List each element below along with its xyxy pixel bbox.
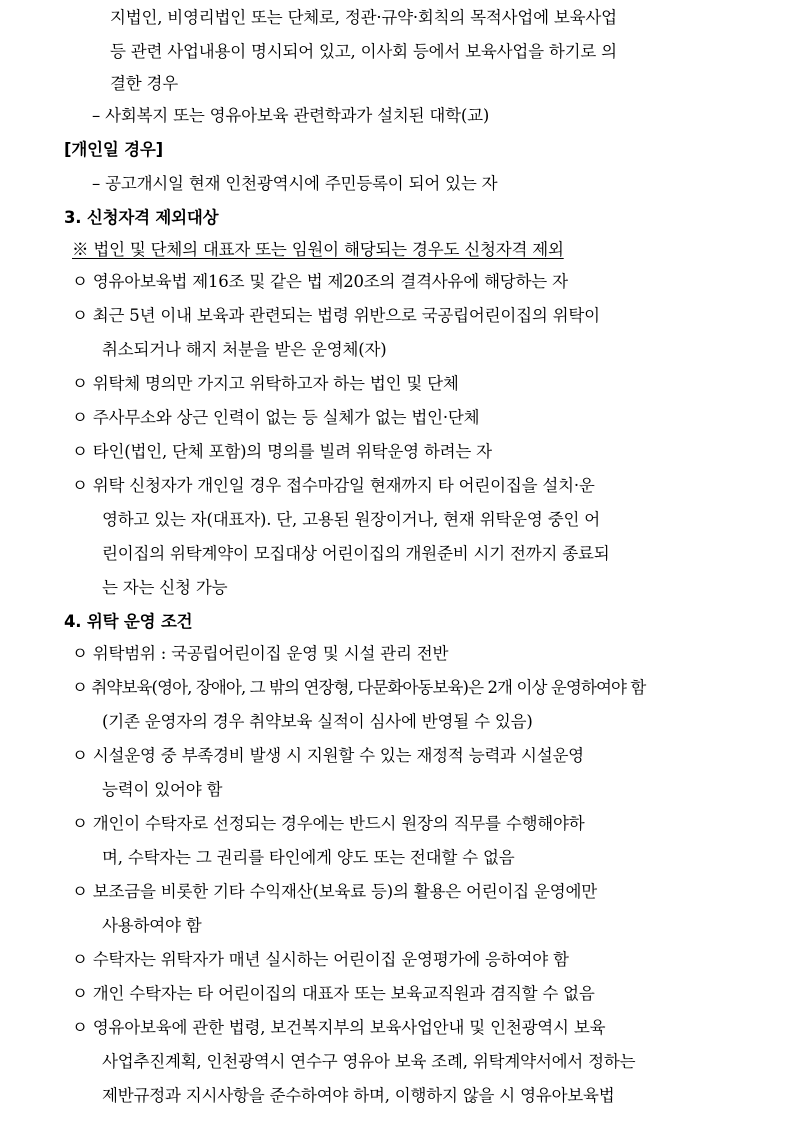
- text-line: – 공고개시일 현재 인천광역시에 주민등록이 되어 있는 자: [92, 174, 498, 193]
- text-line: 영하고 있는 자(대표자). 단, 고용된 원장이거나, 현재 위탁운영 중인 어: [102, 510, 600, 529]
- bullet-item: ㅇ 주사무소와 상근 인력이 없는 등 실체가 없는 법인·단체: [72, 408, 480, 427]
- bullet-item: ㅇ 영유아보육에 관한 법령, 보건복지부의 보육사업안내 및 인천광역시 보육: [72, 1018, 606, 1037]
- bullet-item: ㅇ 개인 수탁자는 타 어린이집의 대표자 또는 보육교직원과 겸직할 수 없음: [72, 984, 595, 1003]
- text-line: 사용하여야 함: [102, 916, 202, 935]
- text-line: 제반규정과 지시사항을 준수하여야 하며, 이행하지 않을 시 영유아보육법: [102, 1086, 615, 1105]
- bullet-item: ㅇ 위탁범위 : 국공립어린이집 운영 및 시설 관리 전반: [72, 644, 449, 663]
- text-line: 결한 경우: [110, 74, 179, 93]
- text-line: 린이집의 위탁계약이 모집대상 어린이집의 개원준비 시기 전까지 종료되: [102, 544, 610, 563]
- bullet-item: ㅇ 최근 5년 이내 보육과 관련되는 법령 위반으로 국공립어린이집의 위탁이: [72, 306, 600, 325]
- bullet-item: ㅇ 취약보육(영아, 장애아, 그 밖의 연장형, 다문화아동보육)은 2개 이상 운영하여야 함: [72, 678, 646, 697]
- bullet-item: ㅇ 위탁 신청자가 개인일 경우 접수마감일 현재까지 타 어린이집을 설치·운: [72, 476, 595, 495]
- section-heading: 4. 위탁 운영 조건: [64, 612, 193, 631]
- text-line: 사업추진계획, 인천광역시 연수구 영유아 보육 조례, 위탁계약서에서 정하는: [102, 1052, 636, 1071]
- text-line: 등 관련 사업내용이 명시되어 있고, 이사회 등에서 보육사업을 하기로 의: [110, 42, 617, 61]
- text-line: 지법인, 비영리법인 또는 단체로, 정관·규약·회칙의 목적사업에 보육사업: [110, 8, 617, 27]
- text-line: 는 자는 신청 가능: [102, 578, 228, 597]
- text-line: (기존 운영자의 경우 취약보육 실적이 심사에 반영될 수 있음): [102, 712, 533, 731]
- bullet-item: ㅇ 시설운영 중 부족경비 발생 시 지원할 수 있는 재정적 능력과 시설운영: [72, 746, 584, 765]
- text-line: 능력이 있어야 함: [102, 780, 223, 799]
- bullet-item: ㅇ 수탁자는 위탁자가 매년 실시하는 어린이집 운영평가에 응하여야 함: [72, 950, 569, 969]
- bullet-item: ㅇ 영유아보육법 제16조 및 같은 법 제20조의 결격사유에 해당하는 자: [72, 272, 568, 291]
- bullet-item: ㅇ 보조금을 비롯한 기타 수익재산(보육료 등)의 활용은 어린이집 운영에만: [72, 882, 598, 901]
- underlined-note: ※ 법인 및 단체의 대표자 또는 임원이 해당되는 경우도 신청자격 제외: [72, 240, 564, 259]
- section-subheading: [개인일 경우]: [64, 140, 163, 159]
- bullet-item: ㅇ 타인(법인, 단체 포함)의 명의를 빌려 위탁운영 하려는 자: [72, 442, 492, 461]
- bullet-item: ㅇ 개인이 수탁자로 선정되는 경우에는 반드시 원장의 직무를 수행해야하: [72, 814, 585, 833]
- section-heading: 3. 신청자격 제외대상: [64, 208, 219, 227]
- text-line: 취소되거나 해지 처분을 받은 운영체(자): [102, 340, 387, 359]
- text-line: – 사회복지 또는 영유아보육 관련학과가 설치된 대학(교): [92, 106, 490, 125]
- text-line: 며, 수탁자는 그 권리를 타인에게 양도 또는 전대할 수 없음: [102, 848, 515, 867]
- bullet-item: ㅇ 위탁체 명의만 가지고 위탁하고자 하는 법인 및 단체: [72, 374, 459, 393]
